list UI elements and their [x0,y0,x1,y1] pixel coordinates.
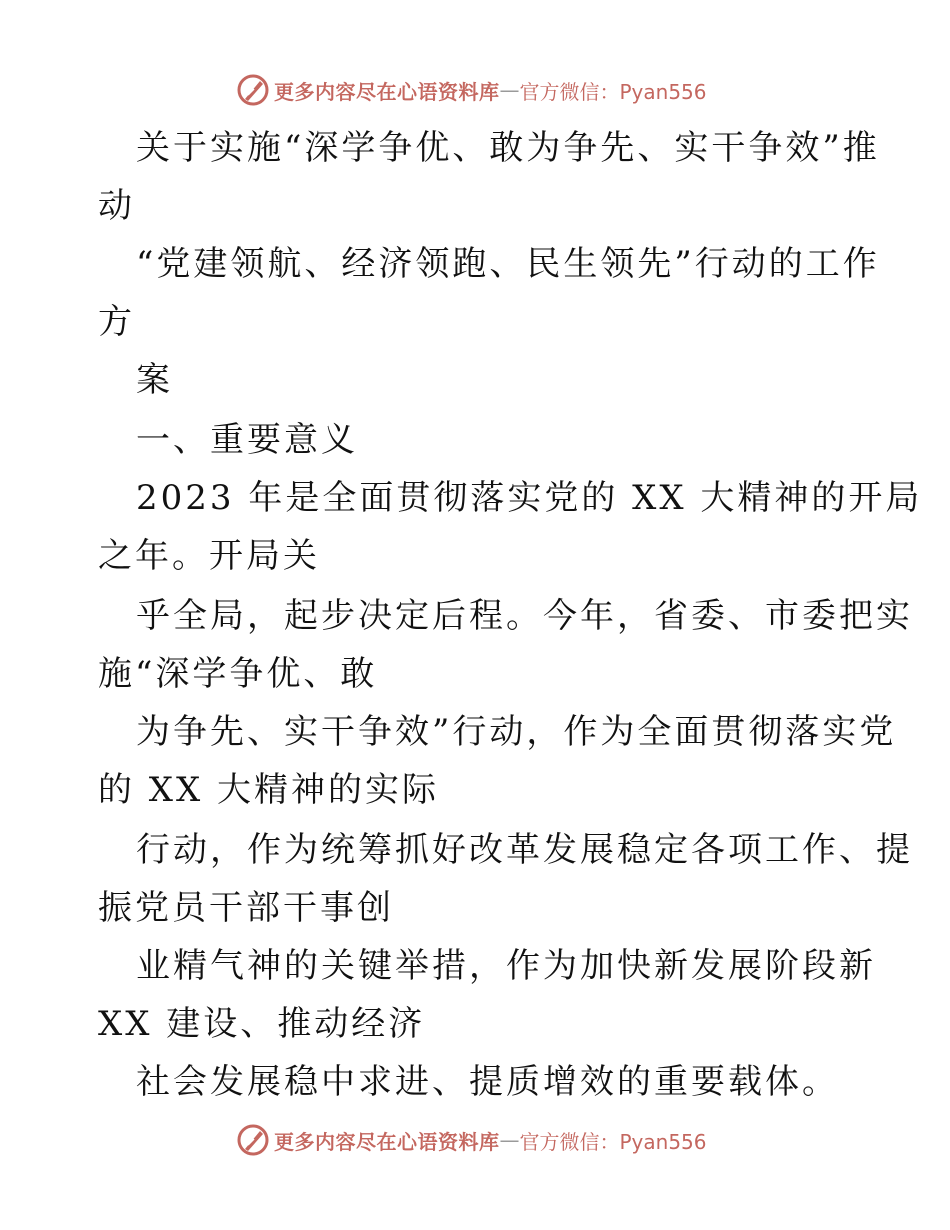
paragraph-line: 之年。开局关 [98,536,320,576]
watermark-sub-text: 官方微信：Pyan556 [519,79,707,104]
paragraph-line: XX 建设、推动经济 [98,1004,426,1044]
watermark-dash: — [499,1128,520,1152]
watermark-dash: — [499,78,520,102]
header-watermark [236,72,707,108]
title-line-2: 动 [98,186,135,226]
watermark-main-text: 更多内容尽在心语资料库 [274,1129,500,1154]
title-line-4: 方 [98,302,135,342]
title-line-5: 案 [136,360,173,400]
paragraph-line: 乎全局，起步决定后程。今年，省委、市委把实 [136,596,913,636]
section-heading: 一、重要意义 [136,420,358,460]
paragraph-line: 行动，作为统筹抓好改革发展稳定各项工作、提 [136,830,913,870]
paragraph-line: 业精气神的关键举措，作为加快新发展阶段新 [136,946,876,986]
paragraph-line: 为争先、实干争效”行动，作为全面贯彻落实党 [136,712,897,752]
paragraph-line: 社会发展稳中求进、提质增效的重要载体。 [136,1062,839,1102]
paragraph-line: 施“深学争优、敢 [98,654,378,694]
watermark-sub-text: 官方微信：Pyan556 [519,1129,707,1154]
title-line-3: “党建领航、经济领跑、民生领先”行动的工作 [136,244,880,284]
title-line-1: 关于实施“深学争优、敢为争先、实干争效”推 [136,128,880,168]
paragraph-line: 振党员干部干事创 [98,888,394,928]
feather-pen-logo-icon [236,73,270,107]
paragraph-line: 的 XX 大精神的实际 [98,770,440,810]
watermark-main-text: 更多内容尽在心语资料库 [274,79,500,104]
feather-pen-logo-icon [236,1123,270,1157]
footer-watermark [236,1122,707,1158]
paragraph-line: 2023 年是全面贯彻落实党的 XX 大精神的开局 [136,478,923,518]
